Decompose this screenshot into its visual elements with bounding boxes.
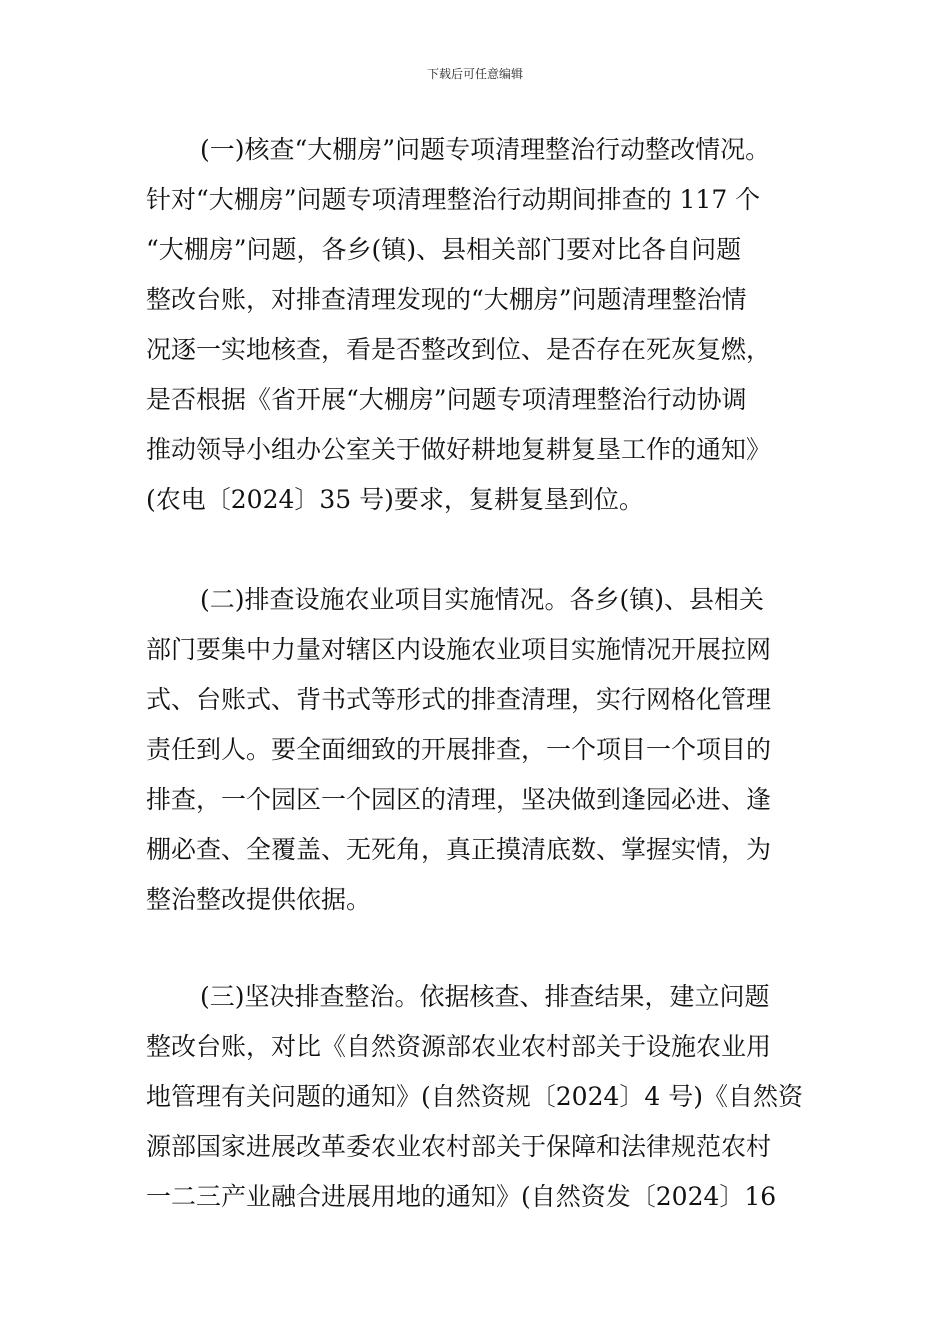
text-line: 部门要集中力量对辖区内设施农业项目实施情况开展拉网 — [146, 635, 772, 664]
text-line: 源部国家进展改革委农业农村部关于保障和法律规范农村 — [146, 1132, 772, 1161]
text-line: 针对“大棚房”问题专项清理整治行动期间排查的 117 个 — [146, 185, 761, 214]
text-line: (一)核查“大棚房”问题专项清理整治行动整改情况。 — [200, 135, 771, 164]
paragraph-3 — [146, 972, 816, 1222]
text-line: 整治整改提供依据。 — [146, 885, 372, 914]
text-line: 一二三产业融合进展用地的通知》(自然资发〔2024〕16 — [146, 1182, 777, 1211]
text-line: (农电〔2024〕35 号)要求，复耕复垦到位。 — [146, 485, 644, 514]
text-line: “大棚房”问题，各乡(镇)、县相关部门要对比各自问题 — [146, 235, 742, 264]
text-line: 整改台账，对排查清理发现的“大棚房”问题清理整治情 — [146, 285, 747, 314]
page-header: 下载后可任意编辑 — [426, 67, 523, 81]
text-line: 责任到人。要全面细致的开展排查，一个项目一个项目的 — [146, 735, 772, 764]
text-line: 是否根据《省开展“大棚房”问题专项清理整治行动协调 — [146, 385, 747, 414]
text-line: (三)坚决排查整治。依据核查、排查结果，建立问题 — [200, 982, 770, 1011]
text-line: 棚必查、全覆盖、无死角，真正摸清底数、掌握实情，为 — [146, 835, 772, 864]
paragraph-1 — [146, 125, 816, 525]
text-line: (二)排查设施农业项目实施情况。各乡(镇)、县相关 — [200, 585, 765, 614]
paragraph-2 — [146, 575, 816, 925]
text-line: 式、台账式、背书式等形式的排查清理，实行网格化管理 — [146, 685, 772, 714]
text-line: 况逐一实地核查，看是否整改到位、是否存在死灰复燃， — [146, 335, 772, 364]
text-line: 推动领导小组办公室关于做好耕地复耕复垦工作的通知》 — [146, 435, 772, 464]
text-line: 整改台账，对比《自然资源部农业农村部关于设施农业用 — [146, 1032, 772, 1061]
text-line: 排查，一个园区一个园区的清理，坚决做到逢园必进、逢 — [146, 785, 772, 814]
text-line: 地管理有关问题的通知》(自然资规〔2024〕4 号)《自然资 — [146, 1082, 803, 1111]
